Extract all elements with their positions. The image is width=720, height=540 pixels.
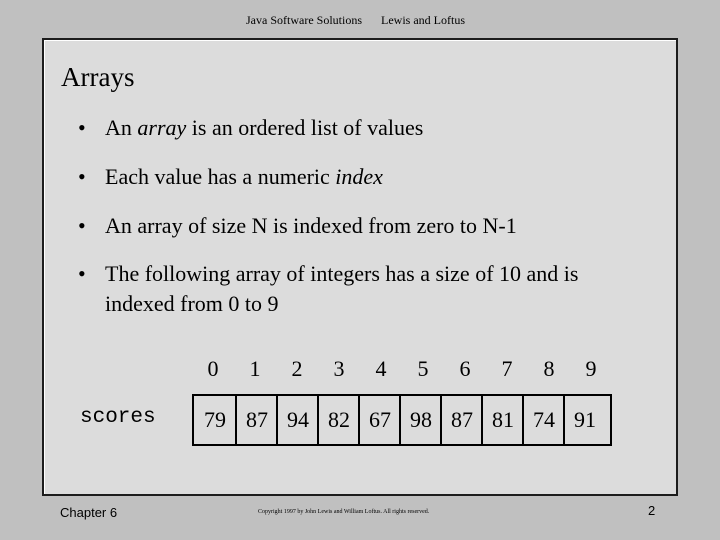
- array-index: 2: [291, 356, 303, 381]
- slide-title: Arrays: [61, 62, 135, 92]
- footer-page-number: 2: [648, 503, 656, 518]
- array-index: 5: [417, 356, 429, 381]
- array-index: 8: [543, 356, 555, 381]
- array-index: 1: [249, 356, 261, 381]
- array-index: 6: [459, 356, 471, 381]
- array-cell: 87: [235, 396, 277, 444]
- bullet-dot: •: [78, 261, 86, 286]
- bullet-dot: •: [78, 115, 86, 140]
- array-cell: 74: [522, 396, 564, 444]
- array-cell: 98: [399, 396, 441, 444]
- array-cell: 91: [563, 396, 605, 444]
- bullet-dot: •: [78, 164, 86, 189]
- bullet-text-line-2: indexed from 0 to 9: [105, 291, 279, 316]
- footer-chapter: Chapter 6: [60, 505, 118, 520]
- array-index: 7: [501, 356, 513, 381]
- array-cell: 67: [358, 396, 400, 444]
- array-index: 3: [333, 356, 345, 381]
- bullet-text: An array of size N is indexed from zero to N-1: [105, 213, 517, 238]
- array-index: 0: [207, 356, 219, 381]
- array-cell: 82: [317, 396, 359, 444]
- header-left-text: Java Software Solutions: [246, 13, 362, 27]
- header-right-text: Lewis and Loftus: [381, 13, 465, 27]
- bullet-dot: •: [78, 213, 86, 238]
- array-diagram: [192, 394, 612, 446]
- array-index-row: [192, 356, 612, 384]
- bullet-text: Each value has a numeric index: [105, 164, 383, 189]
- bullet-text-line-1: The following array of integers has a size of 10 and is: [105, 261, 579, 286]
- bullet-text: An array is an ordered list of values: [105, 115, 424, 140]
- array-cell: 81: [481, 396, 523, 444]
- array-index: 4: [375, 356, 387, 381]
- array-cell: 94: [276, 396, 318, 444]
- array-index: 9: [585, 356, 597, 381]
- array-variable-name: scores: [80, 406, 156, 429]
- footer-copyright: Copyright 1997 by John Lewis and William Loftus. All rights reserved.: [258, 509, 430, 515]
- array-cell: 87: [440, 396, 482, 444]
- array-cell: 79: [204, 407, 226, 432]
